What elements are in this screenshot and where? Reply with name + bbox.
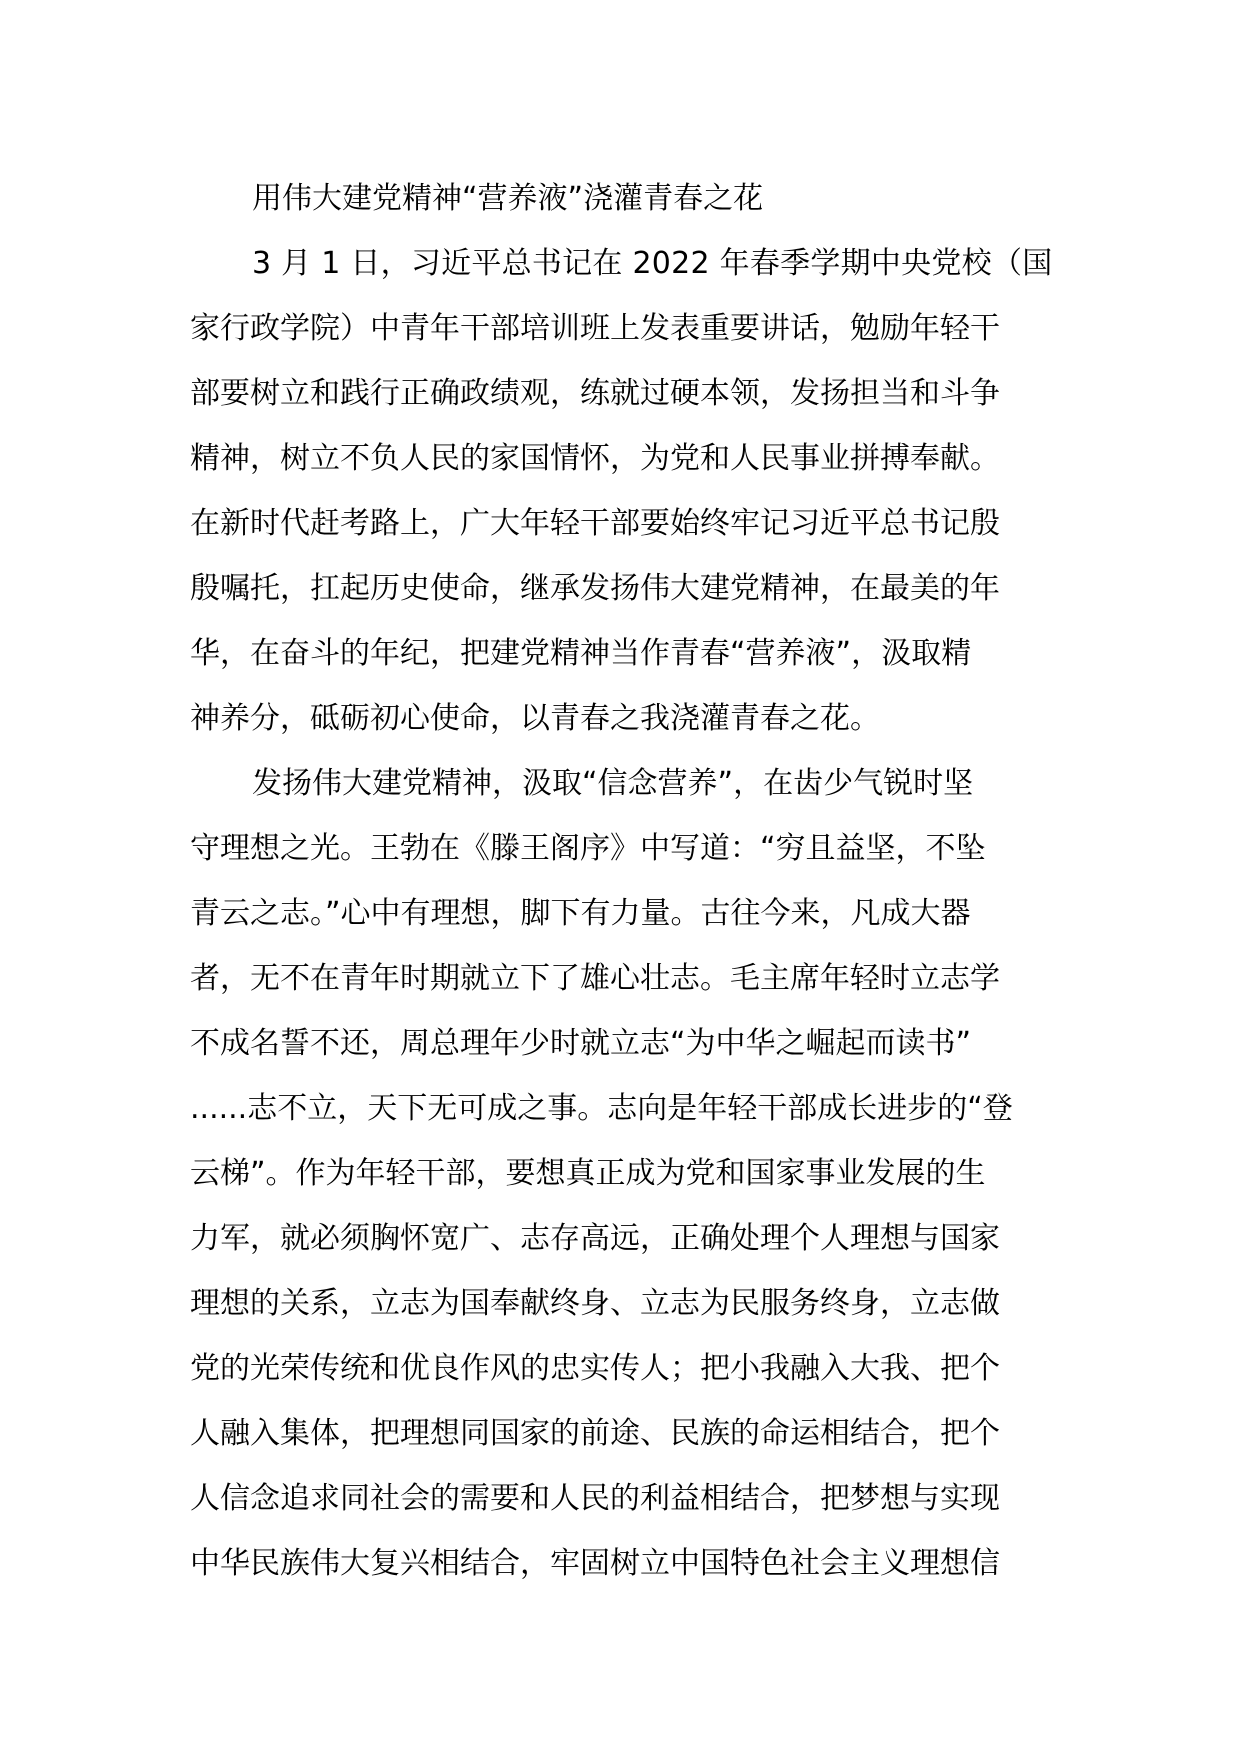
line-text: 力军，就必须胸怀宽广、志存高远，正确处理个人理想与国家: [190, 1221, 1000, 1256]
line-text: 党的光荣传统和优良作风的忠实传人；把小我融入大我、把个: [190, 1351, 1000, 1386]
line-text: 华，在奋斗的年纪，把建党精神当作青春“营养液”，汲取精: [190, 636, 972, 671]
paragraph-1-line-3: [190, 361, 1052, 426]
line-text: 家行政学院）中青年干部培训班上发表重要讲话，勉励年轻干: [190, 311, 1000, 346]
document-title: [190, 166, 1052, 231]
line-text: 殷嘱托，扛起历史使命，继承发扬伟大建党精神，在最美的年: [190, 571, 1000, 606]
paragraph-2-line-11: [190, 1401, 1052, 1466]
line-text: 部要树立和践行正确政绩观，练就过硬本领，发扬担当和斗争: [190, 376, 1000, 411]
paragraph-2-line-4: [190, 946, 1052, 1011]
paragraph-2-line-2: [190, 816, 1052, 881]
line-text: 云梯”。作为年轻干部，要想真正成为党和国家事业发展的生: [190, 1156, 986, 1191]
paragraph-2-line-9: [190, 1271, 1052, 1336]
line-text: 在新时代赶考路上，广大年轻干部要始终牢记习近平总书记殷: [190, 506, 1000, 541]
line-text: 神养分，砥砺初心使命，以青春之我浇灌青春之花。: [190, 701, 880, 736]
paragraph-2-line-1: [190, 751, 1052, 816]
paragraph-1-line-6: [190, 556, 1052, 621]
paragraph-1-line-2: [190, 296, 1052, 361]
paragraph-2-line-12: [190, 1466, 1052, 1531]
line-text: 者，无不在青年时期就立下了雄心壮志。毛主席年轻时立志学: [190, 961, 1000, 996]
paragraph-1-line-5: [190, 491, 1052, 556]
line-text: 精神，树立不负人民的家国情怀，为党和人民事业拼搏奉献。: [190, 441, 1000, 476]
paragraph-1-line-7: [190, 621, 1052, 686]
document-body: [190, 166, 1052, 1596]
paragraph-2-line-10: [190, 1336, 1052, 1401]
paragraph-2-line-5: [190, 1011, 1052, 1076]
paragraph-2-line-6: [190, 1076, 1052, 1141]
line-text: ......志不立，天下无可成之事。志向是年轻干部成长进步的“登: [190, 1091, 1013, 1126]
line-text: 守理想之光。王勃在《滕王阁序》中写道：“穷且益坚，不坠: [190, 831, 986, 866]
line-text: 不成名誓不还，周总理年少时就立志“为中华之崛起而读书”: [190, 1026, 972, 1061]
paragraph-2-line-13: [190, 1531, 1052, 1596]
line-text: 中华民族伟大复兴相结合，牢固树立中国特色社会主义理想信: [190, 1546, 1000, 1581]
paragraph-2-line-7: [190, 1141, 1052, 1206]
paragraph-1-line-8: [190, 686, 1052, 751]
title-text: 用伟大建党精神“营养液”浇灌青春之花: [252, 181, 764, 216]
paragraph-1-line-1: [190, 231, 1052, 296]
line-text: 理想的关系，立志为国奉献终身、立志为民服务终身，立志做: [190, 1286, 1000, 1321]
line-text: 发扬伟大建党精神，汲取“信念营养”，在齿少气锐时坚: [252, 766, 974, 801]
paragraph-2-line-8: [190, 1206, 1052, 1271]
line-text: 青云之志。”心中有理想，脚下有力量。古往今来，凡成大器: [190, 896, 971, 931]
line-text: 人信念追求同社会的需要和人民的利益相结合，把梦想与实现: [190, 1481, 1000, 1516]
paragraph-1-line-4: [190, 426, 1052, 491]
line-text: 人融入集体，把理想同国家的前途、民族的命运相结合，把个: [190, 1416, 1000, 1451]
line-text: 3 月 1 日，习近平总书记在 2022 年春季学期中央党校（国: [252, 246, 1053, 281]
paragraph-2-line-3: [190, 881, 1052, 946]
